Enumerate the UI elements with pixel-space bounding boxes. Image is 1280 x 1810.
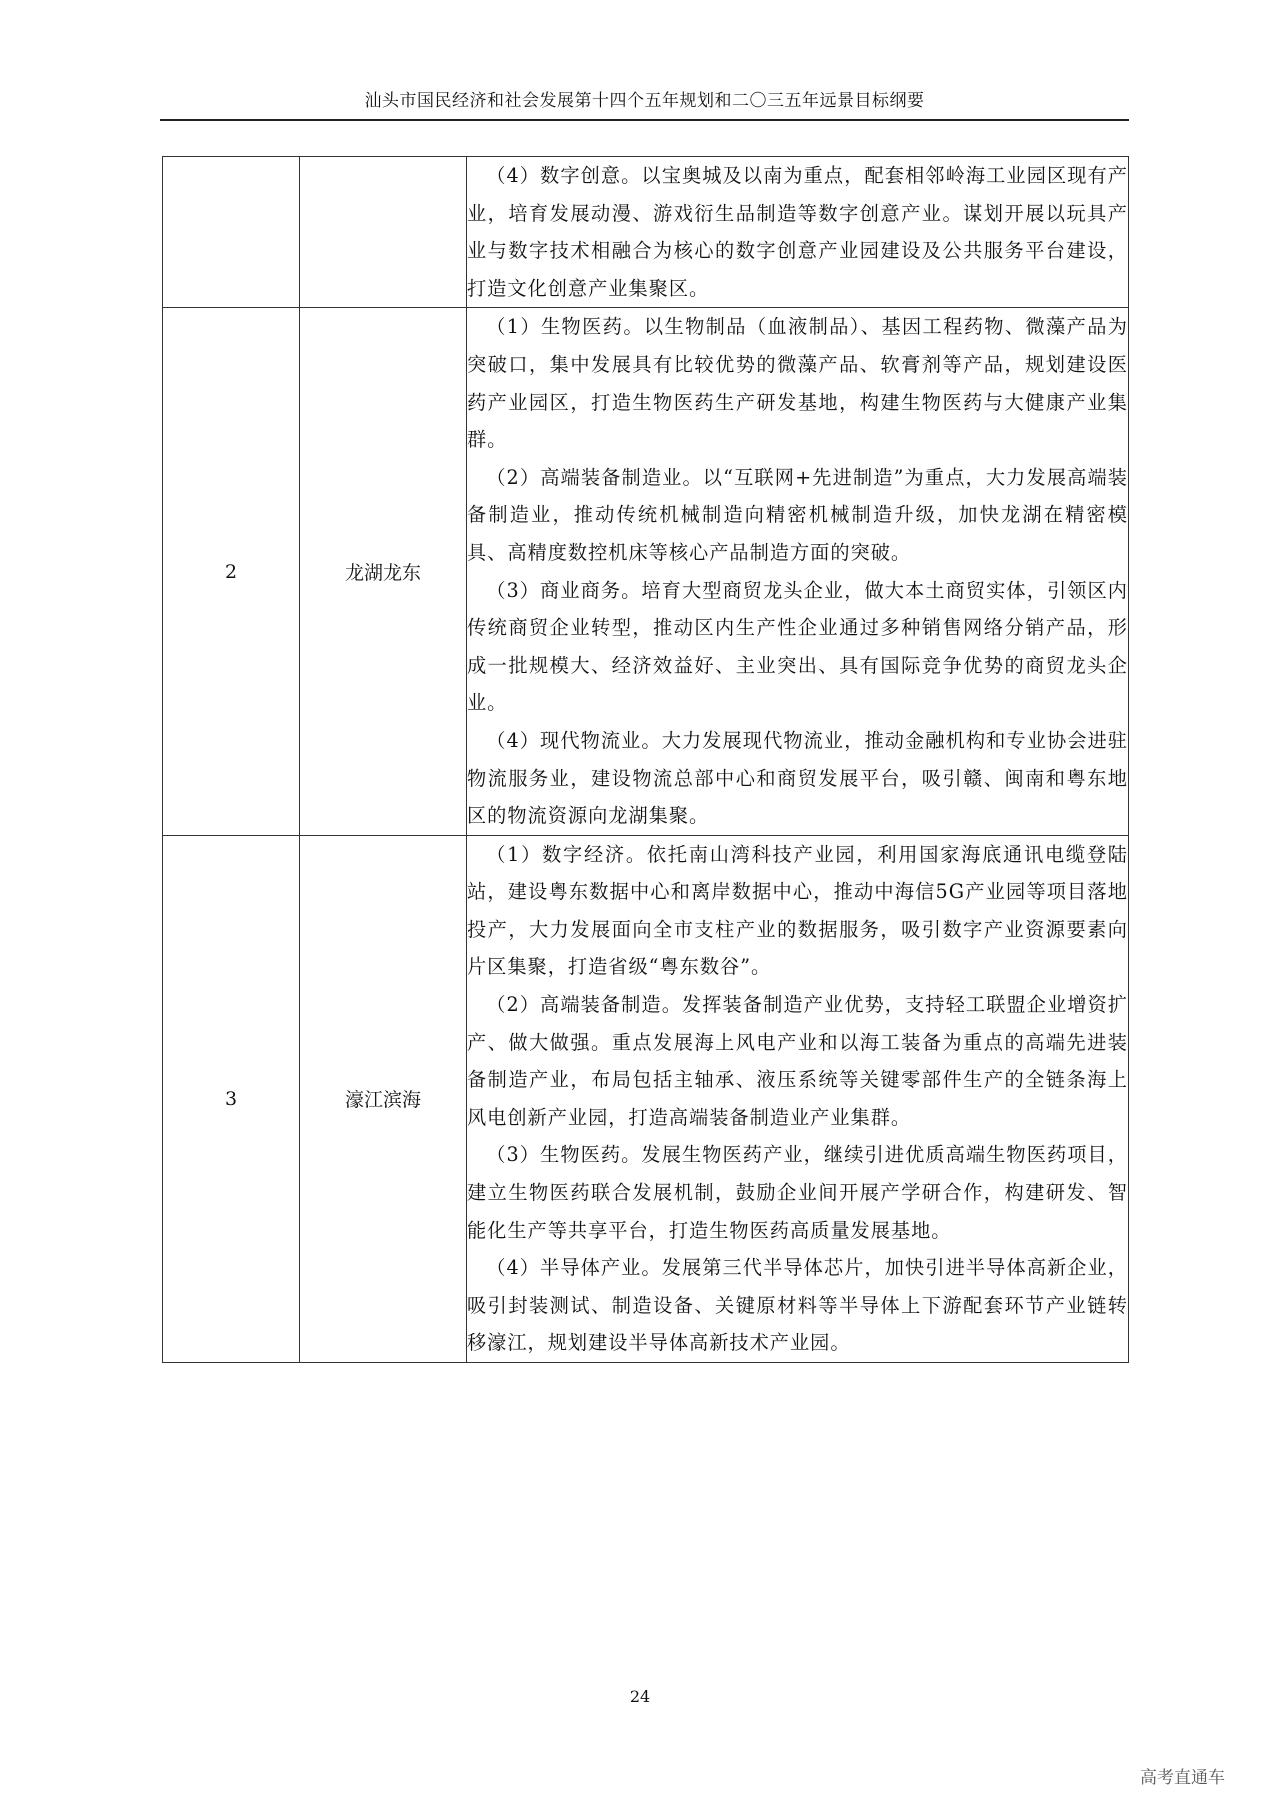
area-name-cell: 龙湖龙东	[300, 308, 467, 835]
page-header-title: 汕头市国民经济和社会发展第十四个五年规划和二〇三五年远景目标纲要	[364, 91, 925, 111]
header-rule	[160, 119, 1129, 121]
content-paragraph: （2）高端装备制造业。以“互联网+先进制造”为重点，大力发展高端装备制造业，推动传统机械制造向精密机械制造升级，加快龙湖在精密模具、高精度数控机床等核心产品制造方面的突破。	[467, 465, 1128, 564]
content-cell	[467, 308, 1129, 835]
content-paragraph: （2）高端装备制造。发挥装备制造产业优势，支持轻工联盟企业增资扩产、做大做强。重点发展海上风电产业和以海工装备为重点的高端先进装备制造产业，布局包括主轴承、液压系统等关键零部件生产的全链条海上风电创新产业园，打造高端装备制造业产业集群。	[467, 993, 1128, 1129]
content-paragraph: （1）生物医药。以生物制品（血液制品）、基因工程药物、微藻产品为突破口，集中发展具有比较优势的微藻产品、软膏剂等产品，规划建设医药产业园区，打造生物医药生产研发基地，构建生物医药与大健康产业集群。	[467, 315, 1128, 452]
area-name-cell	[300, 157, 467, 308]
row-number-cell: 2	[163, 308, 300, 835]
content-paragraph: （4）数字创意。以宝奥城及以南为重点，配套相邻岭海工业园区现有产业，培育发展动漫、游戏衍生品制造等数字创意产业。谋划开展以玩具产业与数字技术相融合为核心的数字创意产业园建设及公共服务平台建设，打造文化创意产业集聚区。	[467, 164, 1128, 300]
content-paragraph: （1）数字经济。依托南山湾科技产业园，利用国家海底通讯电缆登陆站，建设粤东数据中心和离岸数据中心，推动中海信5G产业园等项目落地投产，大力发展面向全市支柱产业的数据服务，吸引数字产业资源要素向片区集聚，打造省级“粤东数谷”。	[467, 842, 1128, 979]
table-row	[163, 835, 1129, 1362]
content-cell	[467, 835, 1129, 1362]
table-row	[163, 157, 1129, 308]
content-paragraph: （4）现代物流业。大力发展现代物流业，推动金融机构和专业协会进驻物流服务业，建设物流总部中心和商贸发展平台，吸引赣、闽南和粤东地区的物流资源向龙湖集聚。	[467, 728, 1128, 828]
table-row	[163, 308, 1129, 835]
content-paragraph: （4）半导体产业。发展第三代半导体芯片，加快引进半导体高新企业，吸引封装测试、制造设备、关键原材料等半导体上下游配套环节产业链转移濠江，规划建设半导体高新技术产业园。	[467, 1256, 1128, 1355]
row-number-cell: 3	[163, 835, 300, 1362]
row-number-cell	[163, 157, 300, 308]
industry-plan-table	[162, 156, 1129, 1363]
content-paragraph: （3）生物医药。发展生物医药产业，继续引进优质高端生物医药项目，建立生物医药联合发展机制，鼓励企业间开展产学研合作，构建研发、智能化生产等共享平台，打造生物医药高质量发展基地。	[467, 1143, 1128, 1242]
page-number: 24	[629, 1687, 651, 1706]
content-cell	[467, 157, 1129, 308]
watermark: 高考直通车	[1140, 1768, 1225, 1788]
content-paragraph: （3）商业商务。培育大型商贸龙头企业，做大本土商贸实体，引领区内传统商贸企业转型，推动区内生产性企业通过多种销售网络分销产品，形成一批规模大、经济效益好、主业突出、具有国际竞争优势的商贸龙头企业。	[467, 578, 1128, 715]
area-name-cell: 濠江滨海	[300, 835, 467, 1362]
